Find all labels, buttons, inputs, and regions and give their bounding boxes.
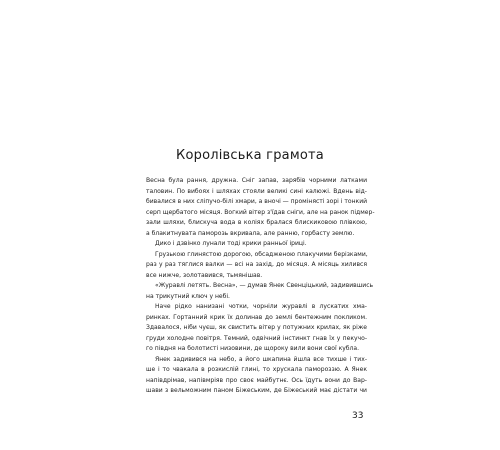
text-line: Наче рідко нанизані чотки, чорніли журавлі в лускатих хма- xyxy=(155,303,367,310)
text-line: Янек задивився на небо, а його шкапина йшла все тихше і тих- xyxy=(155,355,367,363)
text-line: раз у раз тяглися валки — всі на захід, до місяця. А місяць хилився xyxy=(146,261,367,268)
text-line: шави з вельможним паном Біжеським, де Біжеський має дістати чи xyxy=(146,387,367,394)
text-line: напівдрімав, напівмріяв про своє майбутнє. Ось їдуть вони до Вар- xyxy=(146,376,367,384)
chapter-title: Королівська грамота xyxy=(176,148,324,163)
text-line: «Журавлі летять. Весна», — думав Янек Свенціцький, задивившись xyxy=(155,282,374,289)
text-line: Весна була рання, дружна. Сніг запав, зарябів чорними латками xyxy=(146,177,367,184)
text-line: на трикутний ключ у небі. xyxy=(146,292,230,300)
text-line: Дико і дзвінко лунали тоді крики ранньої іриці. xyxy=(155,240,307,247)
text-line: все нижче, золотавився, тьмянішав. xyxy=(146,271,263,279)
text-line: зали шляхи, блискуча вода в коліях бралася блискиковою плівкою, xyxy=(146,219,367,226)
text-line: серп щербатого місяця. Вогкий вітер з'їдав сніги, але на ранок підмер- xyxy=(146,208,375,216)
text-line: Грузькою глинястою дорогою, обсадженою плакучими берізками, xyxy=(155,250,368,258)
text-line: груди холодне повітря. Темний, одвічний інстинкт гнав їх у пекучо- xyxy=(146,334,367,342)
text-line: бивалися в них сліпучо-білі хмари, а вночі — промінясті зорі і тонкий xyxy=(146,198,368,205)
page-number: 33 xyxy=(352,411,364,421)
text-line: а блакитнувата паморозь вкривала, але ранню, горбасту землю. xyxy=(146,229,355,237)
text-line: Здавалося, ніби чуєш, як свистить вітер у потужних крилах, як ріже xyxy=(146,324,367,331)
text-line: ринках. Гортанний крик їх долинав до землі бентежним покликом. xyxy=(146,313,367,321)
body-text xyxy=(146,176,375,397)
text-line: ше і то чвакала в розкислій глині, то хрускала памороззю. А Янек xyxy=(146,366,367,373)
text-line: таловин. По вибоях і шляхах стояли великі сині калюжі. Вдень від- xyxy=(146,187,367,195)
text-line: го півдня на болотисті низовини, де щороку вили вони свої кубла. xyxy=(146,345,360,352)
